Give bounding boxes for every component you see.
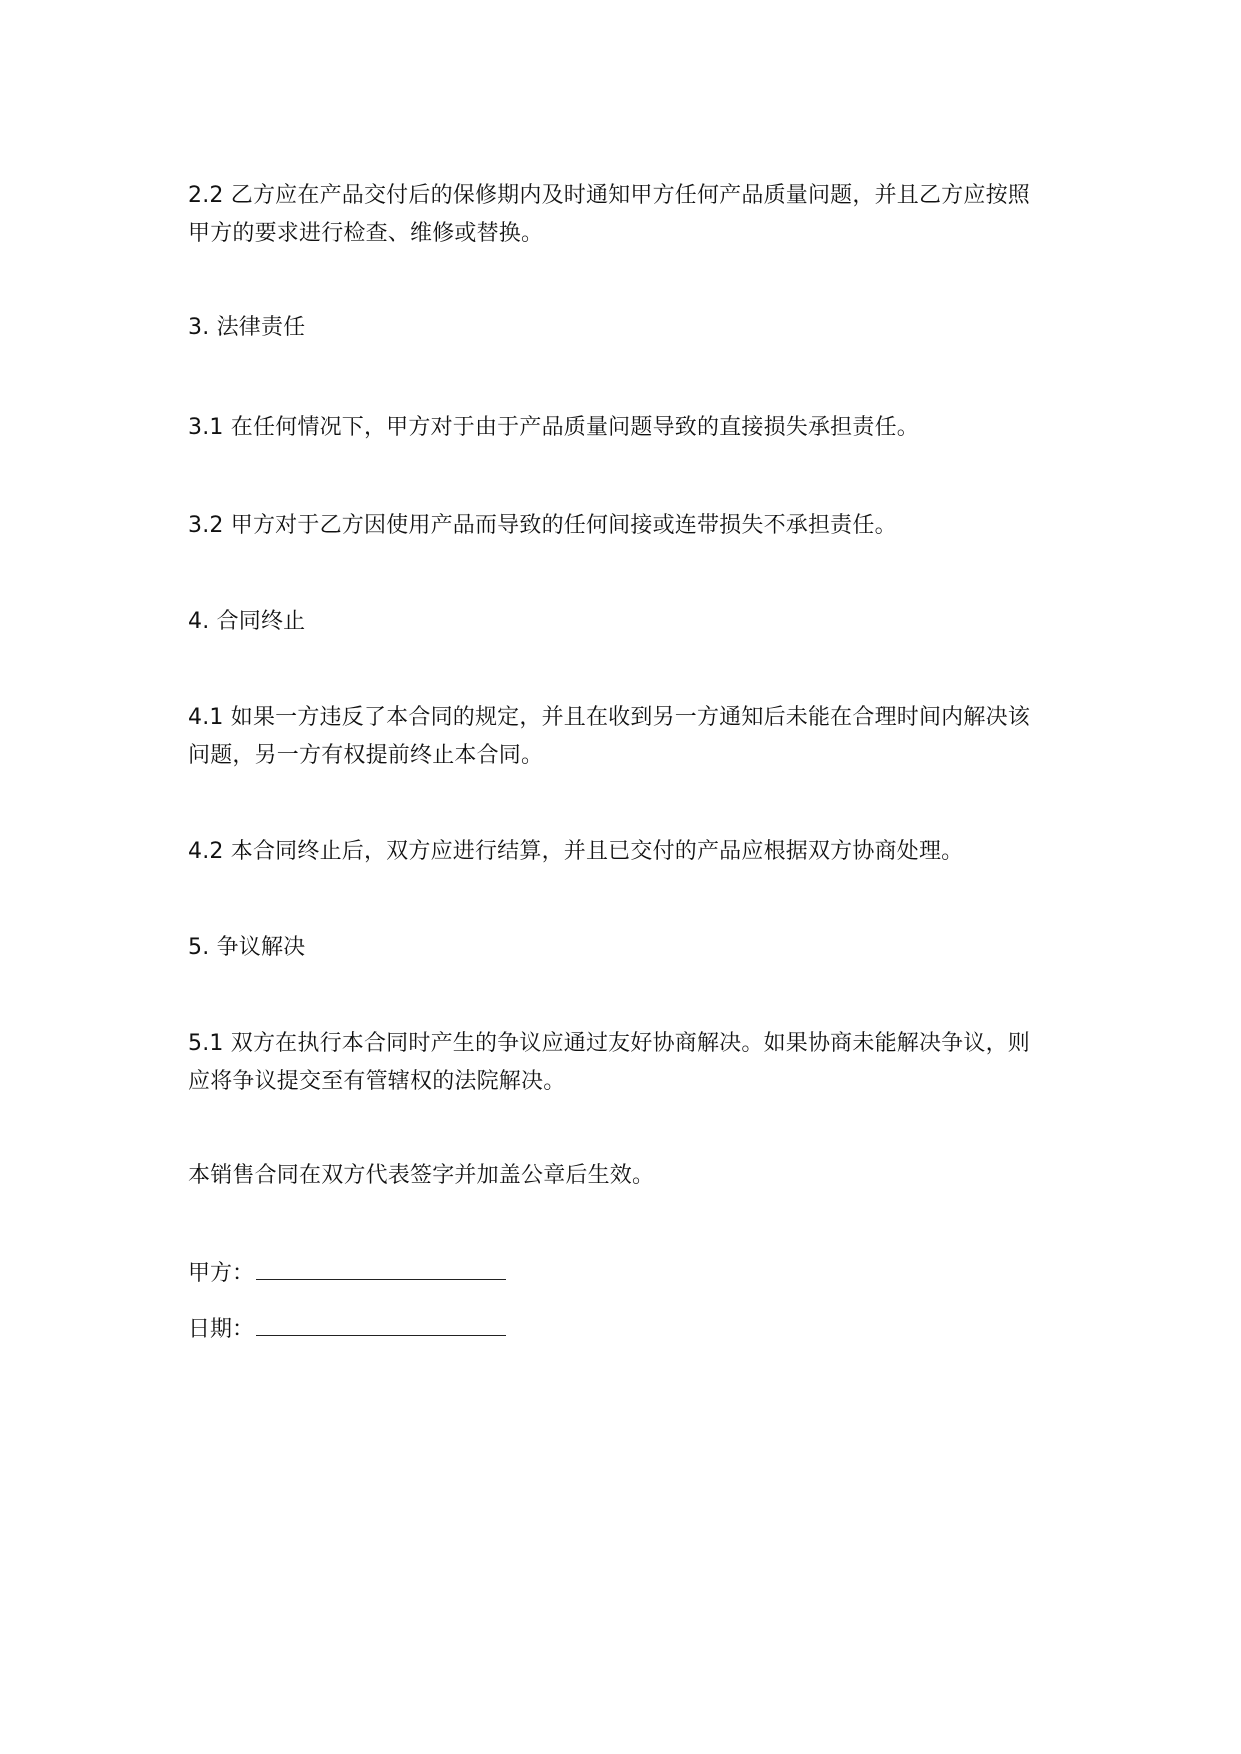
clause-3-1: 3.1 在任何情况下，甲方对于由于产品质量问题导致的直接损失承担责任。 (188, 415, 919, 440)
section-3-heading: 3. 法律责任 (188, 315, 306, 340)
date-signature-row (188, 1312, 506, 1348)
date-label: 日期： (188, 1317, 255, 1342)
section-5-heading: 5. 争议解决 (188, 935, 306, 960)
clause-5-1-line-1: 5.1 双方在执行本合同时产生的争议应通过友好协商解决。如果协商未能解决争议，则 (188, 1031, 1030, 1056)
clause-2-2-line-1: 2.2 乙方应在产品交付后的保修期内及时通知甲方任何产品质量问题，并且乙方应按照 (188, 183, 1030, 208)
clause-2-2-line-2: 甲方的要求进行检查、维修或替换。 (188, 221, 544, 246)
clause-4-2: 4.2 本合同终止后，双方应进行结算，并且已交付的产品应根据双方协商处理。 (188, 839, 964, 864)
clause-4-1-line-2: 问题，另一方有权提前终止本合同。 (188, 743, 544, 768)
clause-5-1-line-2: 应将争议提交至有管辖权的法院解决。 (188, 1069, 566, 1094)
section-4-heading: 4. 合同终止 (188, 609, 306, 634)
date-signature-line (256, 1313, 506, 1336)
clause-4-1-line-1: 4.1 如果一方违反了本合同的规定，并且在收到另一方通知后未能在合理时间内解决该 (188, 705, 1030, 730)
party-a-signature-line (256, 1257, 506, 1280)
closing-statement: 本销售合同在双方代表签字并加盖公章后生效。 (188, 1163, 655, 1188)
clause-3-2: 3.2 甲方对于乙方因使用产品而导致的任何间接或连带损失不承担责任。 (188, 513, 897, 538)
party-a-signature-row (188, 1256, 506, 1292)
party-a-label: 甲方： (188, 1261, 255, 1286)
